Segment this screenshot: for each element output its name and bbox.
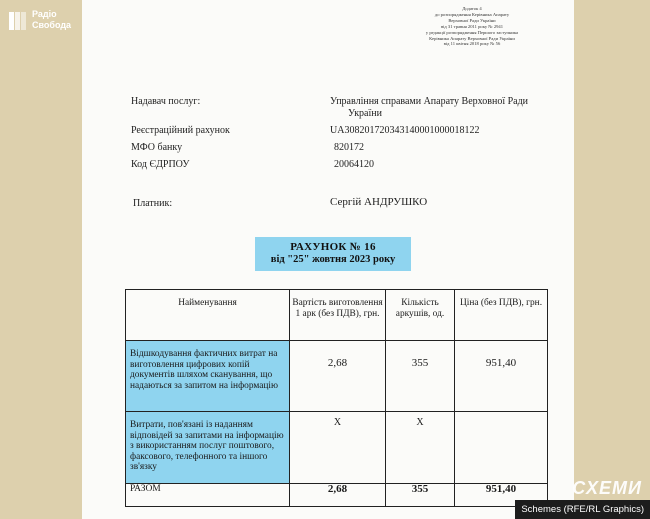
total-cost: 2,68 <box>290 484 386 507</box>
invoice-heading <box>255 237 411 271</box>
appendix-line: від 31 травня 2011 року № 2941 <box>440 23 504 29</box>
image-credit: Schemes (RFE/RL Graphics) <box>515 500 650 519</box>
provider-label: Надавач послуг: <box>131 96 201 107</box>
row-cost: Х <box>290 412 386 484</box>
payer-value: Сергій АНДРУШКО <box>330 196 428 208</box>
logo-line-1: Радіо <box>32 9 57 19</box>
invoice-title: РАХУНОК № 16 <box>290 241 376 253</box>
table-row <box>126 341 548 412</box>
row-cost: 2,68 <box>290 341 386 412</box>
appendix-line: Верховної Ради України <box>448 17 496 23</box>
total-price: 951,40 <box>455 484 548 507</box>
header-price: Ціна (без ПДВ), грн. <box>455 290 548 341</box>
payer-label: Платник: <box>133 198 173 209</box>
invoice-date: від "25" жовтня 2023 року <box>270 254 396 265</box>
shemy-watermark: СХЕМИ <box>572 478 642 498</box>
row-name: Відшкодування фактичних витрат на виготовлення цифрових копій документів шляхом сканування, що надаються за запитом на інформацію <box>126 341 290 412</box>
appendix-note <box>400 6 544 47</box>
provider-value-line-2: України <box>348 108 382 119</box>
account-label: Реєстраційний рахунок <box>131 125 230 136</box>
mfo-value: 820172 <box>334 142 364 153</box>
total-qty: 355 <box>386 484 455 507</box>
table-total-row <box>126 484 548 507</box>
appendix-line: до розпорядження Керівника Апарату <box>434 11 510 17</box>
edrpou-label: Код ЄДРПОУ <box>131 159 190 170</box>
header-cost: Вартість виготовлення 1 арк (без ПДВ), грн. <box>290 290 386 341</box>
appendix-line: Керівника Апарату Верховної Ради України <box>429 35 515 41</box>
header-qty: Кількість аркушів, од. <box>386 290 455 341</box>
radio-svoboda-logo <box>7 9 71 33</box>
appendix-line: Додаток 4 <box>462 6 482 11</box>
row-qty: 355 <box>386 341 455 412</box>
radio-svoboda-logo-icon <box>7 9 29 33</box>
provider-value-line-1: Управління справами Апарату Верховної Ради <box>330 96 529 107</box>
row-qty: Х <box>386 412 455 484</box>
mfo-label: МФО банку <box>131 142 183 153</box>
edrpou-value: 20064120 <box>334 159 374 170</box>
table-header-row <box>126 290 548 341</box>
row-price <box>455 412 548 484</box>
row-name: Витрати, пов'язані із наданням відповідей за запитами на інформацію з використанням послуг поштового, факсового, телефонного та іншого зв'язку <box>126 412 290 484</box>
account-value: UA308201720343140001000018122 <box>330 125 480 136</box>
appendix-line: у редакції розпорядження Першого заступника <box>425 29 519 35</box>
header-name: Найменування <box>126 290 290 341</box>
total-label: РАЗОМ <box>126 484 290 507</box>
table-row <box>126 412 548 484</box>
row-price: 951,40 <box>455 341 548 412</box>
invoice-table <box>125 289 548 507</box>
appendix-line: від 11 квітня 2018 року № 56 <box>443 41 501 47</box>
logo-line-2: Свобода <box>32 20 72 30</box>
